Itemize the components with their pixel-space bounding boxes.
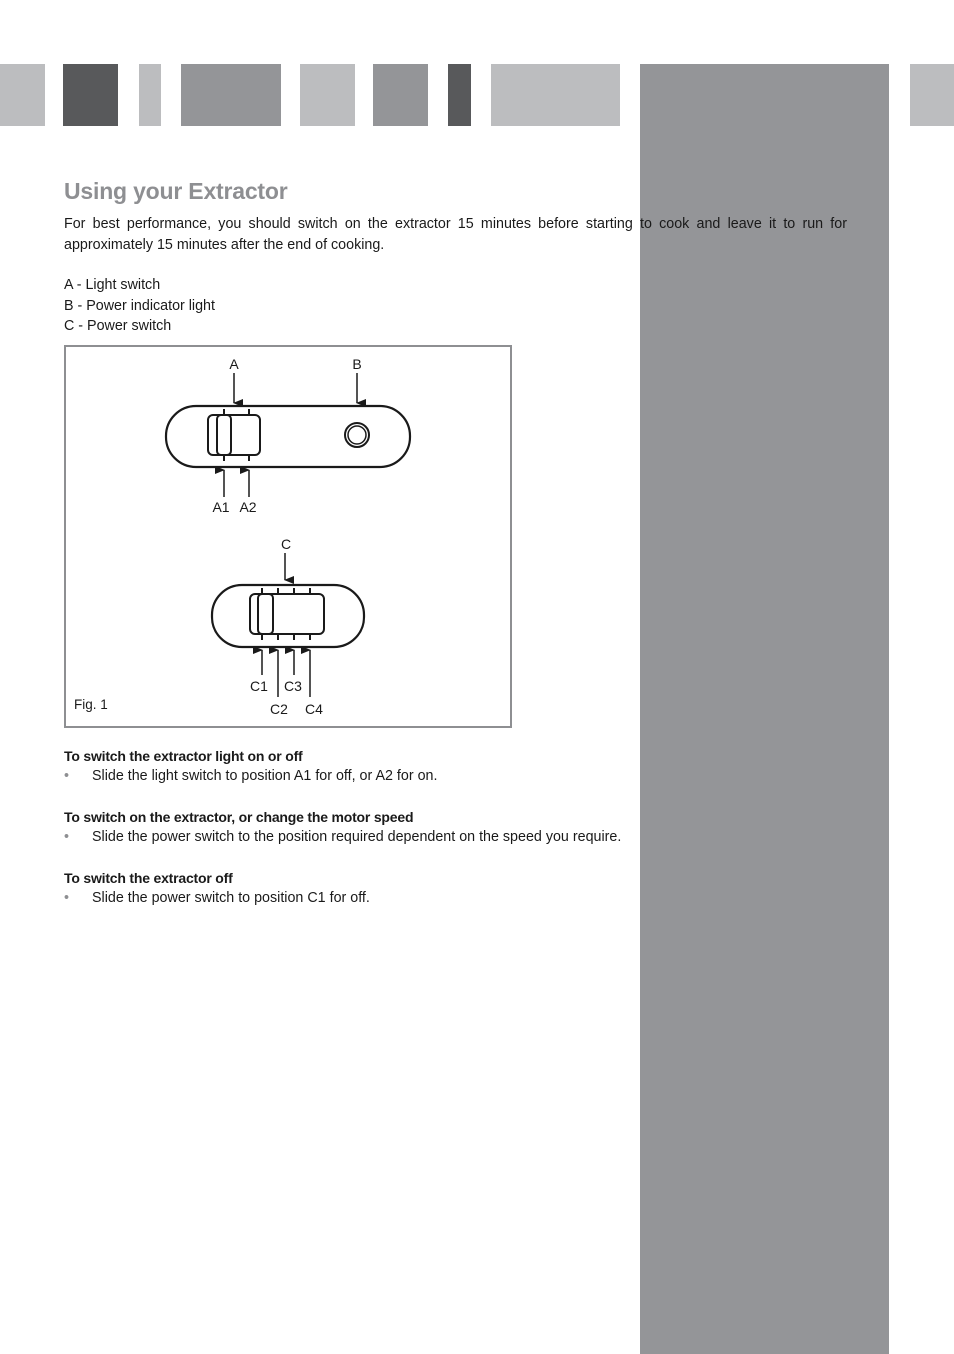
label-c3: C3 xyxy=(284,678,302,694)
header-band-4 xyxy=(181,64,281,126)
header-band-1 xyxy=(0,64,45,126)
right-sidebar-panel xyxy=(640,64,889,1354)
label-c2: C2 xyxy=(270,701,288,717)
bullet-icon: • xyxy=(64,829,70,845)
section-off xyxy=(64,868,664,909)
power-indicator-inner-ring xyxy=(348,426,366,444)
bullet-icon: • xyxy=(64,890,70,906)
light-switch-panel xyxy=(166,406,410,467)
header-band-3 xyxy=(139,64,161,126)
header-band-5 xyxy=(300,64,355,126)
header-band-8 xyxy=(491,64,620,126)
instruction-item xyxy=(64,827,664,848)
label-c4: C4 xyxy=(305,701,323,717)
control-legend xyxy=(64,275,215,337)
label-a: A xyxy=(229,356,239,372)
label-b: B xyxy=(352,356,362,372)
label-c1: C1 xyxy=(250,678,268,694)
light-switch-slot xyxy=(208,415,260,455)
instruction-text: Slide the light switch to position A1 for off, or A2 for on. xyxy=(92,768,438,784)
light-switch-knob xyxy=(217,415,231,455)
intro-paragraph: For best performance, you should switch on the extractor 15 minutes before starting to cook and leave it to run for approximately 15 minutes after the end of cooking. xyxy=(64,216,847,253)
bullet-icon: • xyxy=(64,768,70,784)
legend-item-b: B - Power indicator light xyxy=(64,297,215,314)
section-heading: To switch the extractor off xyxy=(64,870,233,886)
page-title: Using your Extractor xyxy=(64,178,288,204)
legend-item-c: C - Power switch xyxy=(64,318,172,334)
figure-control-panel xyxy=(64,345,512,728)
header-band-7 xyxy=(448,64,471,126)
section-heading: To switch the extractor light on or off xyxy=(64,748,303,764)
section-motor-speed xyxy=(64,807,664,848)
instruction-text: Slide the power switch to the position required dependent on the speed you require. xyxy=(92,829,622,845)
label-c: C xyxy=(280,536,292,552)
figure-caption: Fig. 1 xyxy=(74,697,108,712)
instruction-item xyxy=(64,888,664,909)
legend-item-a: A - Light switch xyxy=(64,277,161,293)
header-band-6 xyxy=(373,64,428,126)
control-panel-diagram xyxy=(66,347,510,726)
header-band-2 xyxy=(63,64,118,126)
label-a2: A2 xyxy=(239,499,257,515)
instruction-item xyxy=(64,766,664,787)
power-switch-knob xyxy=(258,594,273,634)
header-band-9 xyxy=(910,64,954,126)
label-a1: A1 xyxy=(212,499,230,515)
instruction-text: Slide the power switch to position C1 for off. xyxy=(92,890,370,906)
section-light xyxy=(64,746,664,787)
power-switch-slot xyxy=(250,594,324,634)
section-heading: To switch on the extractor, or change the motor speed xyxy=(64,809,414,825)
